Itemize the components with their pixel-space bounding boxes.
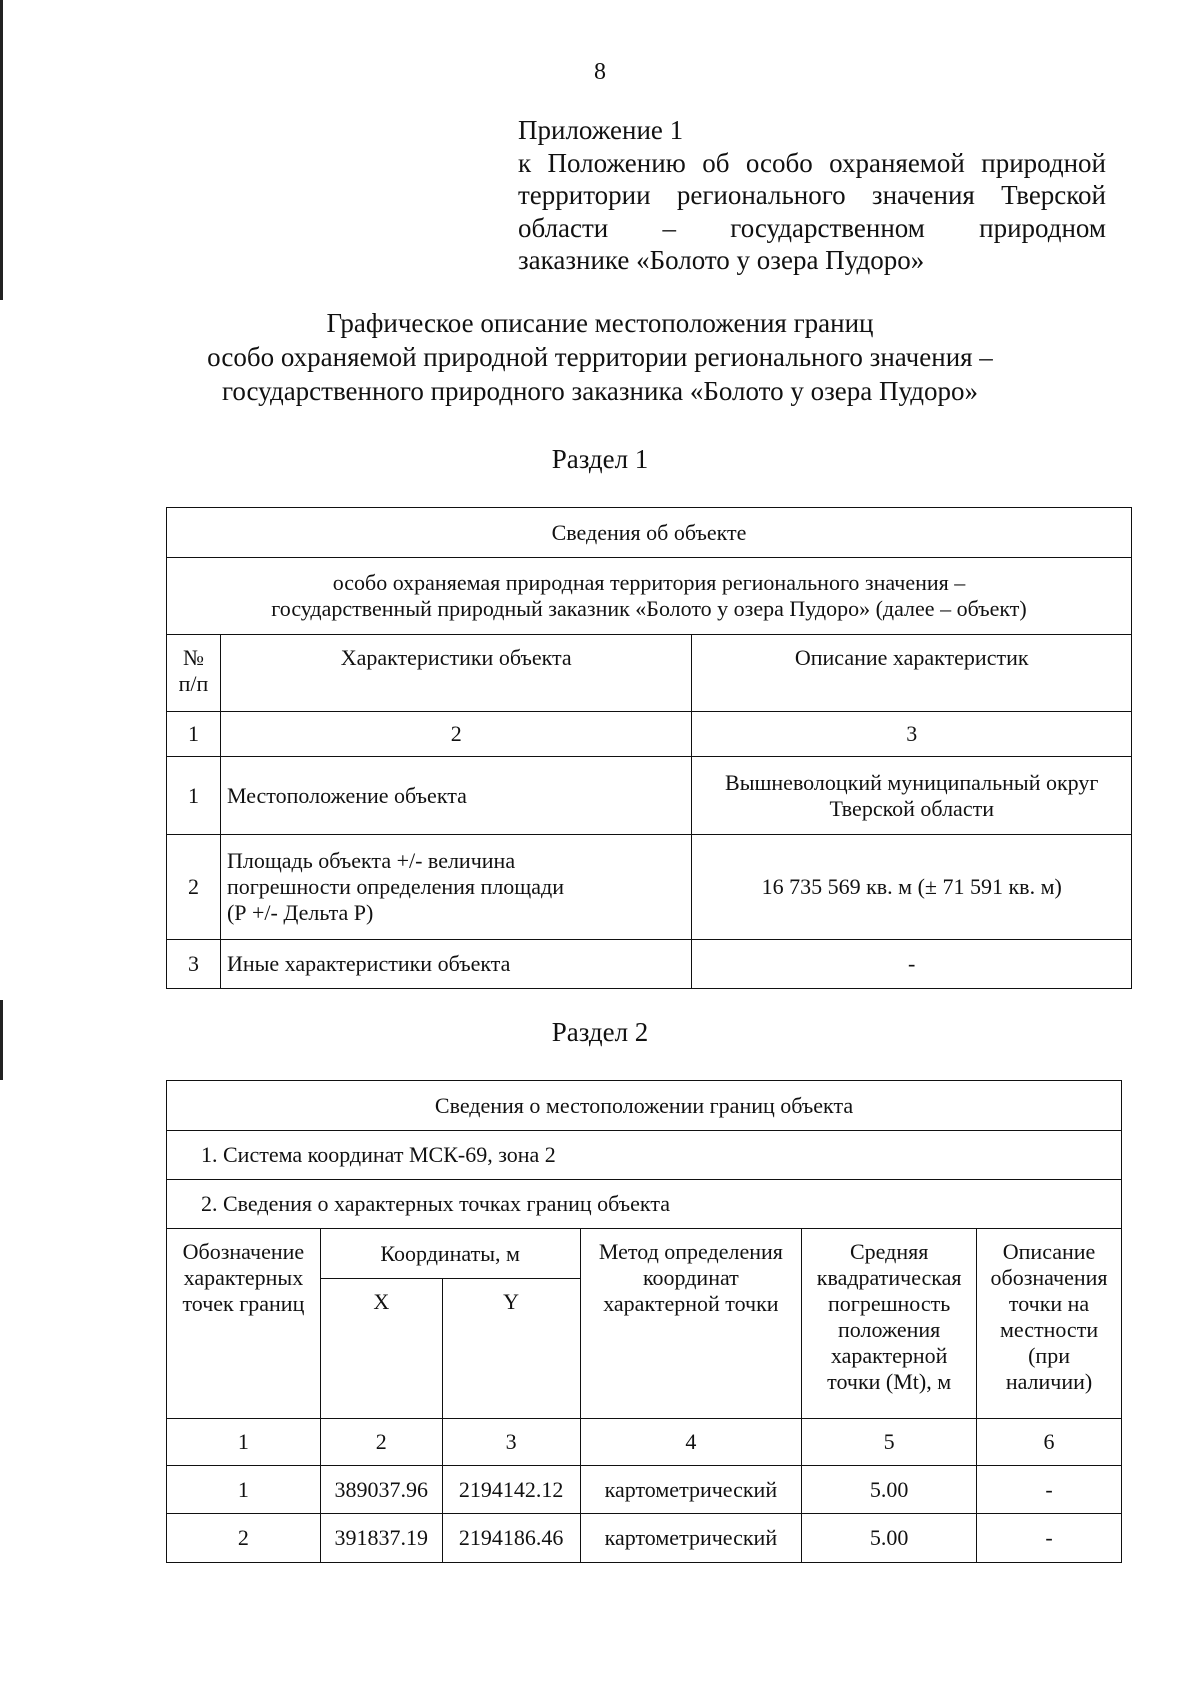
point-id: 2 [167,1514,321,1563]
table-row [167,835,1132,940]
point-error: 5.00 [802,1514,977,1563]
header-line: точек границ [182,1291,305,1316]
header-line: точки на [1008,1291,1090,1316]
point-y: 2194142.12 [442,1466,580,1514]
column-header-error [802,1229,977,1419]
header-line: п/п [178,671,209,696]
object-info-header: Сведения об объекте [167,508,1132,558]
header-line: характерной точки [603,1291,779,1316]
header-line: погрешность [828,1291,951,1316]
column-number: 2 [220,712,691,757]
row-characteristic [220,757,691,835]
section2-title: Раздел 2 [551,1017,649,1047]
column-header-num [167,635,221,712]
object-description-line: особо охраняемая природная территория регионального значения – [332,570,966,595]
point-id: 1 [167,1466,321,1514]
column-number: 6 [977,1419,1122,1466]
document-title [0,306,1200,408]
point-x: 391837.19 [320,1514,442,1563]
header-line: точки (Mt), м [827,1369,952,1394]
appendix-line: заказнике «Болото у озера Пудоро» [518,245,925,275]
table-row [167,940,1132,989]
column-number: 2 [320,1419,442,1466]
appendix-line: области – государственном природном [518,212,1106,243]
object-info-table [166,507,1132,989]
column-header-description: Описание характеристик [692,635,1132,712]
title-line: государственного природного заказника «Болото у озера Пудоро» [221,376,979,406]
boundary-info-header: Сведения о местоположении границ объекта [167,1081,1122,1131]
cell-line: 16 735 569 кв. м (± 71 591 кв. м) [761,874,1062,899]
column-number: 5 [802,1419,977,1466]
column-header-method [580,1229,802,1419]
header-line: Описание [1002,1239,1096,1264]
points-header: 2. Сведения о характерных точках границ объекта [167,1180,1122,1229]
header-line: характерной [830,1343,948,1368]
column-number: 1 [167,712,221,757]
coordinate-system: 1. Система координат МСК-69, зона 2 [167,1131,1122,1180]
point-description: - [977,1514,1122,1563]
title-line: особо охраняемой природной территории регионального значения – [207,342,993,372]
table-row [167,757,1132,835]
point-method: картометрический [580,1514,802,1563]
header-line: обозначения [990,1265,1108,1290]
cell-line: (Р +/- Дельта Р) [226,900,374,925]
cell-line: Площадь объекта +/- величина [226,848,516,873]
table-row [167,1514,1122,1563]
scan-edge-mark [0,0,3,300]
row-number: 2 [167,835,221,940]
table-row [167,1466,1122,1514]
header-line: характерных [183,1265,304,1290]
column-header-designation [167,1229,321,1419]
column-header-point-description [977,1229,1122,1419]
cell-line: Местоположение объекта [226,782,467,808]
cell-line: Вышневолоцкий муниципальный округ [725,769,1099,795]
column-header-x: X [320,1279,442,1419]
boundary-points-table [166,1080,1122,1563]
column-header-coordinates: Координаты, м [320,1229,580,1279]
header-line: Обозначение [182,1239,305,1264]
cell-line: Иные характеристики объекта [226,951,511,976]
appendix-line: территории регионального значения Тверской [518,180,1106,210]
header-line: наличии) [1005,1369,1093,1394]
header-line: Средняя [849,1239,929,1264]
point-description: - [977,1466,1122,1514]
column-number: 3 [692,712,1132,757]
header-line: квадратическая [816,1265,962,1290]
cell-line: погрешности определения площади [226,874,564,899]
row-description [692,757,1132,835]
row-characteristic [220,940,691,989]
row-description [692,940,1132,989]
page-number: 8 [594,59,606,85]
point-y: 2194186.46 [442,1514,580,1563]
row-number: 3 [167,940,221,989]
row-number: 1 [167,757,221,835]
column-header-characteristics: Характеристики объекта [220,635,691,712]
header-line: (при [1028,1343,1070,1368]
row-characteristic [220,835,691,940]
appendix-header [518,114,1106,277]
point-x: 389037.96 [320,1466,442,1514]
row-description [692,835,1132,940]
appendix-line: Приложение 1 [518,115,684,145]
title-line: Графическое описание местоположения границ [326,308,874,338]
header-line: Метод определения [598,1239,783,1264]
header-line: местности [1000,1317,1099,1342]
object-description-line: государственный природный заказник «Болото у озера Пудоро» (далее – объект) [271,596,1027,621]
column-number: 4 [580,1419,802,1466]
object-description [167,558,1132,635]
point-method: картометрический [580,1466,802,1514]
cell-line: - [908,951,916,976]
column-header-y: Y [442,1279,580,1419]
appendix-line: к Положению об особо охраняемой природной [518,147,1106,178]
header-line: координат [642,1265,739,1290]
section1-title: Раздел 1 [551,444,649,474]
point-error: 5.00 [802,1466,977,1514]
column-number: 3 [442,1419,580,1466]
cell-line: Тверской области [829,795,994,821]
header-line: № [182,645,204,670]
column-number: 1 [167,1419,321,1466]
header-line: положения [838,1317,941,1342]
